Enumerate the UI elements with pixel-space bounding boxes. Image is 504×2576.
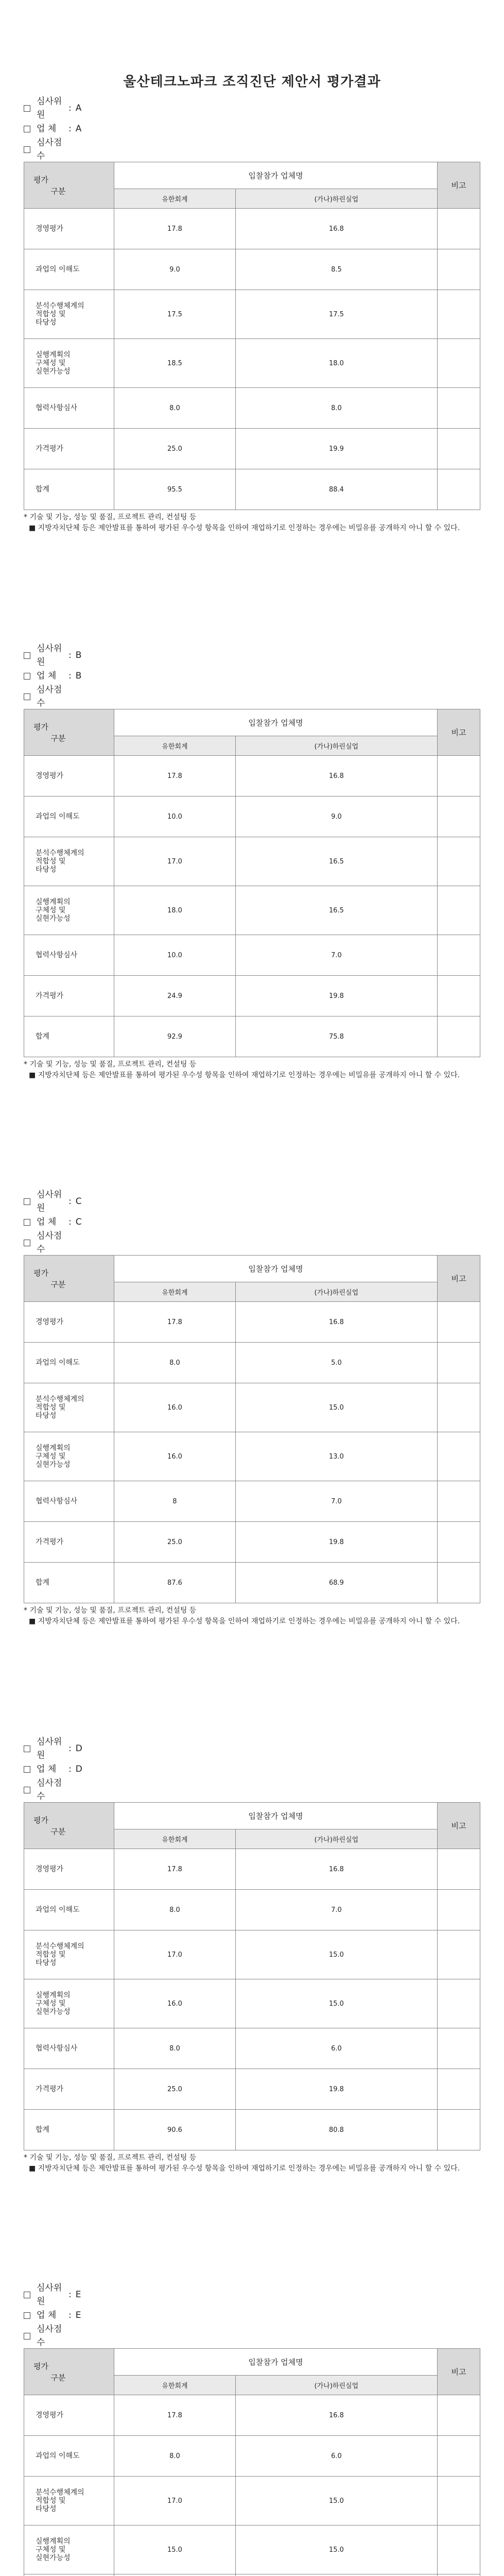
score-cell: 15.0: [235, 1383, 437, 1432]
column-header: 유한회계: [114, 736, 236, 756]
table-row: [24, 1016, 480, 1057]
score-cell: 8.0: [114, 1890, 236, 1930]
checkbox-icon: [24, 1745, 30, 1752]
column-header: (가나)하린실업: [235, 2376, 437, 2395]
table-row: [24, 935, 480, 976]
evaluator-row: 심사위원 : D: [24, 1738, 480, 1759]
score-cell: 16.5: [235, 837, 437, 886]
remark-cell: [438, 2574, 480, 2576]
score-cell: 80.8: [235, 2110, 437, 2150]
remark-cell: [438, 1979, 480, 2028]
score-cell: 16.8: [235, 2395, 437, 2436]
criteria-header: 평가 구분: [24, 1803, 114, 1849]
score-cell: 16.8: [235, 209, 437, 249]
score-cell: [114, 2574, 236, 2576]
page-title: 울산테크노파크 조직진단 제안서 평가결과: [123, 74, 381, 90]
score-cell: 19.8: [235, 976, 437, 1016]
score-cell: 16.5: [235, 886, 437, 935]
score-cell: 68.9: [235, 1563, 437, 1603]
score-cell: 6.0: [235, 2436, 437, 2477]
company-label: 업 체: [37, 1217, 57, 1227]
remark-cell: [438, 1302, 480, 1343]
note-line: ■ 지방자치단체 등은 제안발표를 통하여 평가된 우수성 항목을 인하여 재업하기로 인정하는 경우에는 비밀유를 공개하지 아니 할 수 있다.: [29, 1071, 460, 1079]
checkbox-icon: [24, 673, 30, 680]
row-label: 경영평가: [24, 1302, 114, 1343]
score-cell: 9.0: [235, 796, 437, 837]
score-cell: 15.0: [235, 1930, 437, 1979]
table-row: [24, 1481, 480, 1522]
score-cell: 17.0: [114, 1930, 236, 1979]
evaluator-value: A: [75, 103, 82, 113]
criteria-header: 평가 구분: [24, 2349, 114, 2395]
row-label: 협력사항심사: [24, 1481, 114, 1522]
evaluator-value: B: [75, 650, 82, 660]
remark-cell: [438, 1890, 480, 1930]
row-label: 합계: [24, 469, 114, 510]
remark-cell: [438, 469, 480, 510]
row-label: 경영평가: [24, 756, 114, 796]
score-cell: 17.8: [114, 2395, 236, 2436]
row-label: 경영평가: [24, 209, 114, 249]
evaluation-block: [24, 2284, 480, 2576]
row-label: 실행계획의 구체성 및 실현가능성: [24, 1979, 114, 2028]
evaluator-row: 심사위원 : A: [24, 98, 480, 118]
score-cell: 5.0: [235, 1343, 437, 1383]
column-header: (가나)하린실업: [235, 1282, 437, 1302]
table-row: [24, 429, 480, 469]
score-cell: 8.0: [235, 388, 437, 429]
remark-cell: [438, 249, 480, 290]
company-row: 업 체 : D: [24, 1759, 480, 1780]
score-row: [24, 1780, 480, 1800]
evaluator-label: 심사위원: [37, 2283, 62, 2307]
note-line: * 기술 및 기능, 성능 및 품질, 프로젝트 관리, 컨설팅 등: [24, 513, 197, 521]
score-cell: 16.8: [235, 1302, 437, 1343]
table-row: [24, 209, 480, 249]
score-cell: 88.4: [235, 469, 437, 510]
score-cell: 25.0: [114, 429, 236, 469]
score-table: [24, 1255, 480, 1603]
evaluation-block: [24, 1191, 480, 1627]
score-table: [24, 2348, 480, 2576]
checkbox-icon: [24, 105, 30, 112]
table-row: [24, 2436, 480, 2477]
score-cell: 90.6: [114, 2110, 236, 2150]
score-cell: 8.5: [235, 249, 437, 290]
score-cell: 8: [114, 1481, 236, 1522]
score-cell: 16.0: [114, 1432, 236, 1481]
column-header: 유한회계: [114, 189, 236, 209]
row-label: 과업의 이해도: [24, 1890, 114, 1930]
score-cell: 6.0: [235, 2028, 437, 2069]
remark-cell: [438, 886, 480, 935]
score-table: [24, 1802, 480, 2150]
evaluator-row: 심사위원 : B: [24, 645, 480, 666]
remark-cell: [438, 1016, 480, 1057]
table-row: [24, 290, 480, 339]
criteria-header: 평가 구분: [24, 1256, 114, 1302]
notes: [24, 1059, 480, 1081]
score-cell: 9.0: [114, 249, 236, 290]
remark-cell: [438, 1383, 480, 1432]
row-label: 합계: [24, 2110, 114, 2150]
remark-cell: [438, 1481, 480, 1522]
bidder-header: 입찰참가 업체명: [114, 1256, 438, 1282]
evaluation-block: [24, 645, 480, 1081]
row-label: 실행계획의 구체성 및 실현가능성: [24, 1432, 114, 1481]
table-row: [24, 339, 480, 388]
evaluator-label: 심사위원: [37, 643, 62, 667]
score-cell: 17.8: [114, 1302, 236, 1343]
bidder-header: 입찰참가 업체명: [114, 709, 438, 736]
remark-cell: [438, 1849, 480, 1890]
table-row: [24, 976, 480, 1016]
checkbox-icon: [24, 1219, 30, 1226]
remark-cell: [438, 2526, 480, 2574]
remark-cell: [438, 429, 480, 469]
table-row: [24, 796, 480, 837]
remark-cell: [438, 756, 480, 796]
evaluator-value: D: [75, 1743, 82, 1754]
remark-cell: [438, 1432, 480, 1481]
checkbox-icon: [24, 126, 30, 132]
note-line: * 기술 및 기능, 성능 및 품질, 프로젝트 관리, 컨설팅 등: [24, 1606, 197, 1615]
evaluator-value: E: [75, 2290, 81, 2300]
score-cell: 8.0: [114, 2436, 236, 2477]
score-cell: 19.8: [235, 1522, 437, 1563]
score-cell: 15.0: [114, 2526, 236, 2574]
remark-cell: [438, 2477, 480, 2526]
table-row: [24, 2069, 480, 2110]
row-label: 합계: [24, 1016, 114, 1057]
row-label: 과업의 이해도: [24, 1343, 114, 1383]
score-cell: 16.8: [235, 1849, 437, 1890]
score-cell: [235, 2574, 437, 2576]
table-row: [24, 1343, 480, 1383]
score-cell: 92.9: [114, 1016, 236, 1057]
remark-header: 비고: [438, 709, 480, 756]
score-label: 심사점수: [37, 138, 62, 161]
row-label: 협력사항심사: [24, 2028, 114, 2069]
evaluator-row: 심사위원 : C: [24, 1191, 480, 1212]
remark-cell: [438, 209, 480, 249]
row-label: 협력사항심사: [24, 388, 114, 429]
evaluator-label: 심사위원: [37, 1737, 62, 1760]
remark-cell: [438, 2069, 480, 2110]
score-row: [24, 139, 480, 160]
remark-cell: [438, 2110, 480, 2150]
remark-cell: [438, 976, 480, 1016]
score-cell: 16.8: [235, 756, 437, 796]
note-line: * 기술 및 기능, 성능 및 품질, 프로젝트 관리, 컨설팅 등: [24, 1060, 197, 1069]
company-row: 업 체 : E: [24, 2305, 480, 2326]
checkbox-icon: [24, 2292, 30, 2298]
company-row: 업 체 : B: [24, 666, 480, 686]
row-label: 분석수행체계의 적합성 및 타당성: [24, 1383, 114, 1432]
evaluator-value: C: [75, 1196, 82, 1207]
row-label: 분석수행체계의 적합성 및 타당성: [24, 837, 114, 886]
evaluator-label: 심사위원: [37, 1190, 62, 1213]
score-label: 심사점수: [37, 1778, 62, 1802]
remark-cell: [438, 935, 480, 976]
column-header: 유한회계: [114, 1829, 236, 1849]
evaluation-info: [24, 645, 480, 707]
column-header: (가나)하린실업: [235, 736, 437, 756]
remark-header: 비고: [438, 1256, 480, 1302]
row-label: 과업의 이해도: [24, 249, 114, 290]
evaluation-info: [24, 98, 480, 160]
remark-header: 비고: [438, 1803, 480, 1849]
company-value: A: [75, 124, 82, 134]
company-row: 업 체 : A: [24, 118, 480, 139]
table-row: [24, 388, 480, 429]
checkbox-icon: [24, 2312, 30, 2319]
remark-cell: [438, 2436, 480, 2477]
notes: [24, 1605, 480, 1627]
criteria-header: 평가 구분: [24, 162, 114, 209]
row-label: 가격평가: [24, 1522, 114, 1563]
score-cell: 10.0: [114, 796, 236, 837]
note-line: * 기술 및 기능, 성능 및 품질, 프로젝트 관리, 컨설팅 등: [24, 2154, 197, 2162]
row-label: 실행계획의 구체성 및 실현가능성: [24, 2526, 114, 2574]
table-row: [24, 1849, 480, 1890]
score-row: [24, 686, 480, 707]
remark-cell: [438, 2028, 480, 2069]
score-cell: 24.9: [114, 976, 236, 1016]
evaluation-block: [24, 98, 480, 534]
score-cell: 19.8: [235, 2069, 437, 2110]
score-cell: 25.0: [114, 2069, 236, 2110]
remark-cell: [438, 2395, 480, 2436]
score-cell: 25.0: [114, 1522, 236, 1563]
bidder-header: 입찰참가 업체명: [114, 1803, 438, 1829]
score-cell: 15.0: [235, 1979, 437, 2028]
evaluation-info: [24, 1191, 480, 1253]
remark-cell: [438, 290, 480, 339]
remark-header: 비고: [438, 2349, 480, 2395]
score-cell: 8.0: [114, 388, 236, 429]
table-row: [24, 249, 480, 290]
table-row: [24, 1522, 480, 1563]
table-row: [24, 2526, 480, 2574]
evaluation-info: [24, 1738, 480, 1800]
score-cell: 16.0: [114, 1383, 236, 1432]
row-label: 합계: [24, 1563, 114, 1603]
table-row: [24, 1383, 480, 1432]
remark-cell: [438, 1563, 480, 1603]
row-label: 실행계획의 구체성 및 실현가능성: [24, 886, 114, 935]
table-row: [24, 1979, 480, 2028]
score-cell: 10.0: [114, 935, 236, 976]
remark-cell: [438, 339, 480, 388]
score-cell: 17.8: [114, 209, 236, 249]
score-cell: 75.8: [235, 1016, 437, 1057]
row-label: 실행계획의 구체성 및 실현가능성: [24, 339, 114, 388]
company-row: 업 체 : C: [24, 1212, 480, 1232]
score-label: 심사점수: [37, 1231, 62, 1255]
table-row: [24, 469, 480, 510]
score-cell: 18.5: [114, 339, 236, 388]
bidder-header: 입찰참가 업체명: [114, 162, 438, 189]
table-row: [24, 886, 480, 935]
score-cell: 8.0: [114, 1343, 236, 1383]
checkbox-icon: [24, 146, 30, 153]
bidder-header: 입찰참가 업체명: [114, 2349, 438, 2376]
column-header: (가나)하린실업: [235, 1829, 437, 1849]
score-row: [24, 2326, 480, 2346]
remark-cell: [438, 1343, 480, 1383]
company-label: 업 체: [37, 671, 57, 681]
row-label: 가격평가: [24, 429, 114, 469]
score-cell: 15.0: [235, 2477, 437, 2526]
score-cell: 7.0: [235, 1890, 437, 1930]
checkbox-icon: [24, 1787, 30, 1793]
row-label: [24, 2574, 114, 2576]
score-cell: 17.8: [114, 756, 236, 796]
score-cell: 17.5: [235, 290, 437, 339]
score-cell: 19.9: [235, 429, 437, 469]
table-row: [24, 2395, 480, 2436]
remark-cell: [438, 388, 480, 429]
company-label: 업 체: [37, 2310, 57, 2320]
score-cell: 95.5: [114, 469, 236, 510]
note-line: ■ 지방자치단체 등은 제안발표를 통하여 평가된 우수성 항목을 인하여 재업하기로 인정하는 경우에는 비밀유를 공개하지 아니 할 수 있다.: [29, 2164, 460, 2173]
score-cell: 17.0: [114, 837, 236, 886]
evaluation-info: [24, 2284, 480, 2346]
company-value: B: [75, 671, 82, 681]
score-cell: 18.0: [114, 886, 236, 935]
notes: [24, 512, 480, 534]
row-label: 분석수행체계의 적합성 및 타당성: [24, 1930, 114, 1979]
column-header: 유한회계: [114, 1282, 236, 1302]
score-cell: 17.0: [114, 2477, 236, 2526]
table-row: [24, 2110, 480, 2150]
score-cell: 8.0: [114, 2028, 236, 2069]
score-cell: 17.5: [114, 290, 236, 339]
score-table: [24, 162, 480, 510]
row-label: 경영평가: [24, 2395, 114, 2436]
remark-cell: [438, 1522, 480, 1563]
table-row: [24, 1432, 480, 1481]
table-row: [24, 2028, 480, 2069]
column-header: (가나)하린실업: [235, 189, 437, 209]
score-cell: 87.6: [114, 1563, 236, 1603]
score-label: 심사점수: [37, 2324, 62, 2348]
checkbox-icon: [24, 1240, 30, 1246]
note-line: ■ 지방자치단체 등은 제안발표를 통하여 평가된 우수성 항목을 인하여 재업하기로 인정하는 경우에는 비밀유를 공개하지 아니 할 수 있다.: [29, 524, 460, 532]
checkbox-icon: [24, 652, 30, 659]
remark-cell: [438, 796, 480, 837]
column-header: 유한회계: [114, 2376, 236, 2395]
checkbox-icon: [24, 693, 30, 700]
table-row: [24, 1890, 480, 1930]
row-label: 분석수행체계의 적합성 및 타당성: [24, 290, 114, 339]
company-value: D: [75, 1764, 82, 1774]
score-cell: 16.0: [114, 1979, 236, 2028]
table-row: [24, 2477, 480, 2526]
row-label: 분석수행체계의 적합성 및 타당성: [24, 2477, 114, 2526]
company-label: 업 체: [37, 124, 57, 134]
note-line: ■ 지방자치단체 등은 제안발표를 통하여 평가된 우수성 항목을 인하여 재업하기로 인정하는 경우에는 비밀유를 공개하지 아니 할 수 있다.: [29, 1617, 460, 1625]
row-label: 협력사항심사: [24, 935, 114, 976]
checkbox-icon: [24, 2333, 30, 2340]
table-row: [24, 1563, 480, 1603]
table-row: [24, 1302, 480, 1343]
score-row: [24, 1232, 480, 1253]
checkbox-icon: [24, 1198, 30, 1205]
row-label: 과업의 이해도: [24, 2436, 114, 2477]
evaluation-block: [24, 1738, 480, 2174]
score-label: 심사점수: [37, 685, 62, 708]
row-label: 가격평가: [24, 2069, 114, 2110]
score-cell: 17.8: [114, 1849, 236, 1890]
company-value: E: [75, 2310, 81, 2320]
checkbox-icon: [24, 1766, 30, 1773]
table-row: [24, 837, 480, 886]
score-cell: 18.0: [235, 339, 437, 388]
row-label: 가격평가: [24, 976, 114, 1016]
score-table: [24, 709, 480, 1057]
row-label: 경영평가: [24, 1849, 114, 1890]
remark-header: 비고: [438, 162, 480, 209]
evaluator-label: 심사위원: [37, 96, 62, 120]
table-row: [24, 1930, 480, 1979]
criteria-header: 평가 구분: [24, 709, 114, 756]
row-label: 과업의 이해도: [24, 796, 114, 837]
table-row: [24, 756, 480, 796]
score-cell: 7.0: [235, 935, 437, 976]
remark-cell: [438, 1930, 480, 1979]
remark-cell: [438, 837, 480, 886]
table-row: [24, 2574, 480, 2576]
notes: [24, 2153, 480, 2174]
company-value: C: [75, 1217, 82, 1227]
score-cell: 15.0: [235, 2526, 437, 2574]
evaluator-row: 심사위원 : E: [24, 2284, 480, 2305]
score-cell: 7.0: [235, 1481, 437, 1522]
company-label: 업 체: [37, 1764, 57, 1774]
score-cell: 13.0: [235, 1432, 437, 1481]
